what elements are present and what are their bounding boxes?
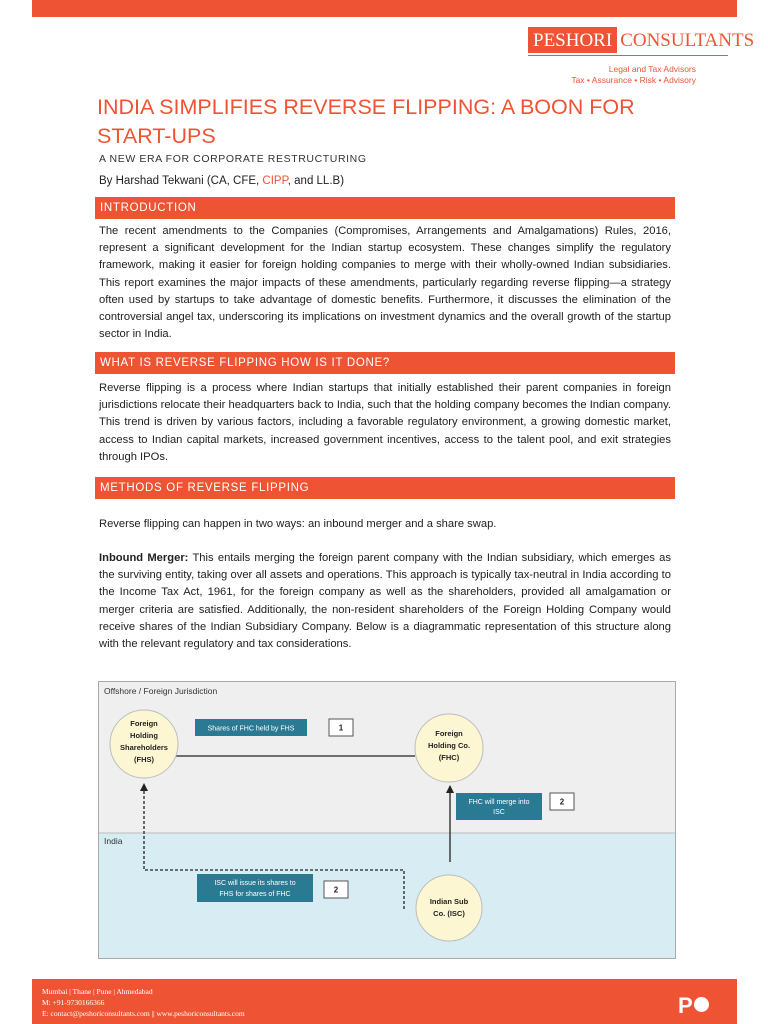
fhs-label-1: Foreign	[130, 719, 158, 728]
footer-badge-logo-icon	[694, 997, 709, 1012]
footer-cities: Mumbai | Thane | Pune | Ahmedabad	[42, 987, 153, 996]
inbound-merger-diagram	[98, 681, 676, 959]
isc-circle	[416, 875, 482, 941]
byline-prefix: By Harshad Tekwani (CA, CFE,	[99, 175, 263, 187]
step1-number: 1	[338, 723, 344, 733]
fhs-label-4: (FHS)	[134, 755, 154, 764]
offshore-label: Offshore / Foreign Jurisdiction	[104, 686, 218, 696]
logo-part1: PESHORI	[528, 27, 617, 53]
india-label: India	[104, 836, 123, 846]
fhs-label-2: Holding	[130, 731, 158, 740]
step2b-text-1: ISC will issue its shares to	[214, 880, 296, 887]
byline-suffix: , and LL.B)	[287, 175, 345, 187]
step1-text: Shares of FHC held by FHS	[207, 725, 295, 733]
footer-badge-letter: P	[678, 993, 693, 1018]
step2b-number: 2	[333, 885, 339, 895]
offshore-region	[99, 682, 675, 833]
inbound-merger-paragraph	[99, 550, 671, 653]
inbound-merger-label: Inbound Merger:	[99, 552, 189, 564]
footer-contact: E: contact@peshoriconsultants.com || www.peshoriconsultants.com	[42, 1009, 245, 1018]
fhc-label-3: (FHC)	[438, 753, 460, 762]
tagline-1: Legal and Tax Advisors	[608, 64, 696, 74]
step2a-text-2: ISC	[493, 809, 505, 816]
india-region	[99, 833, 675, 958]
inbound-merger-body: This entails merging the foreign parent company with the Indian subsidiary, which emerges as the surviving entity, taking over all assets and operations. This approach is typically tax-neutral in India according to the Income Tax Act, 1961, for the foreign company as well as the shareholders, provided all amalgamation or merger criteria are satisfied. Additionally, the non-resident shareholders of the Foreign Holding Company would receive shares of the Indian Subsidiary Company. Below is a diagrammatic representation of this structure along with the relevant regulatory and tax considerations.	[99, 552, 672, 651]
what-is-paragraph: Reverse flipping is a process where Indian startups that initially established their parent companies in foreign jurisdictions relocate their headquarters back to India, such that the holding company becomes the Indian company. This trend is driven by various factors, including a favorable regulatory environment, a growing domestic market, access to Indian capital markets, increased government incentives, access to the talent pool, and exit strategies through IPOs.	[99, 382, 671, 463]
section-heading-methods: METHODS OF REVERSE FLIPPING	[95, 477, 675, 499]
introduction-paragraph: The recent amendments to the Companies (Compromises, Arrangements and Amalgamations) Rules, 2016, represent a significant development for the Indian startup ecosystem. These changes simplify the regulatory framework, making it easier for foreign holding companies to merge with their wholly-owned Indian subsidiaries. This report examines the major impacts of these amendments, particularly regarding reverse flipping—a strategy often used by startups to take advantage of domestic benefits. Furthermore, it discusses the elimination of the controversial angel tax, underscoring its implications on investment dynamics and the overall growth of the startup sector in India.	[99, 225, 671, 341]
page-footer	[32, 979, 737, 1024]
methods-intro-paragraph: Reverse flipping can happen in two ways: an inbound merger and a share swap.	[99, 518, 497, 530]
top-accent-bar	[32, 0, 737, 17]
fhc-label-2: Holding Co.	[427, 741, 471, 750]
tagline-2: Tax • Assurance • Risk • Advisory	[571, 75, 696, 85]
author-byline	[99, 175, 344, 187]
page-subtitle: A NEW ERA FOR CORPORATE RESTRUCTURING	[99, 153, 367, 165]
company-logo	[528, 27, 755, 55]
logo-underline	[528, 55, 728, 56]
fhc-label-1: Foreign	[435, 729, 463, 738]
footer-phone: M: +91-9730166366	[42, 998, 105, 1007]
fhs-label-3: Shareholders	[120, 743, 168, 752]
logo-part2: CONSULTANTS	[620, 30, 755, 51]
isc-label-1: Indian Sub	[429, 897, 469, 906]
section-heading-what-is: WHAT IS REVERSE FLIPPING HOW IS IT DONE?	[95, 352, 675, 374]
byline-highlight: CIPP	[262, 175, 288, 187]
step2a-text-1: FHC will merge into	[468, 799, 530, 806]
page-title: INDIA SIMPLIFIES REVERSE FLIPPING: A BOON FOR START-UPS	[97, 95, 635, 148]
step2a-number: 2	[559, 797, 565, 807]
isc-label-2: Co. (ISC)	[433, 909, 465, 918]
section-heading-introduction: INTRODUCTION	[95, 197, 675, 219]
step2b-text-2: FHS for shares of FHC	[219, 891, 291, 898]
